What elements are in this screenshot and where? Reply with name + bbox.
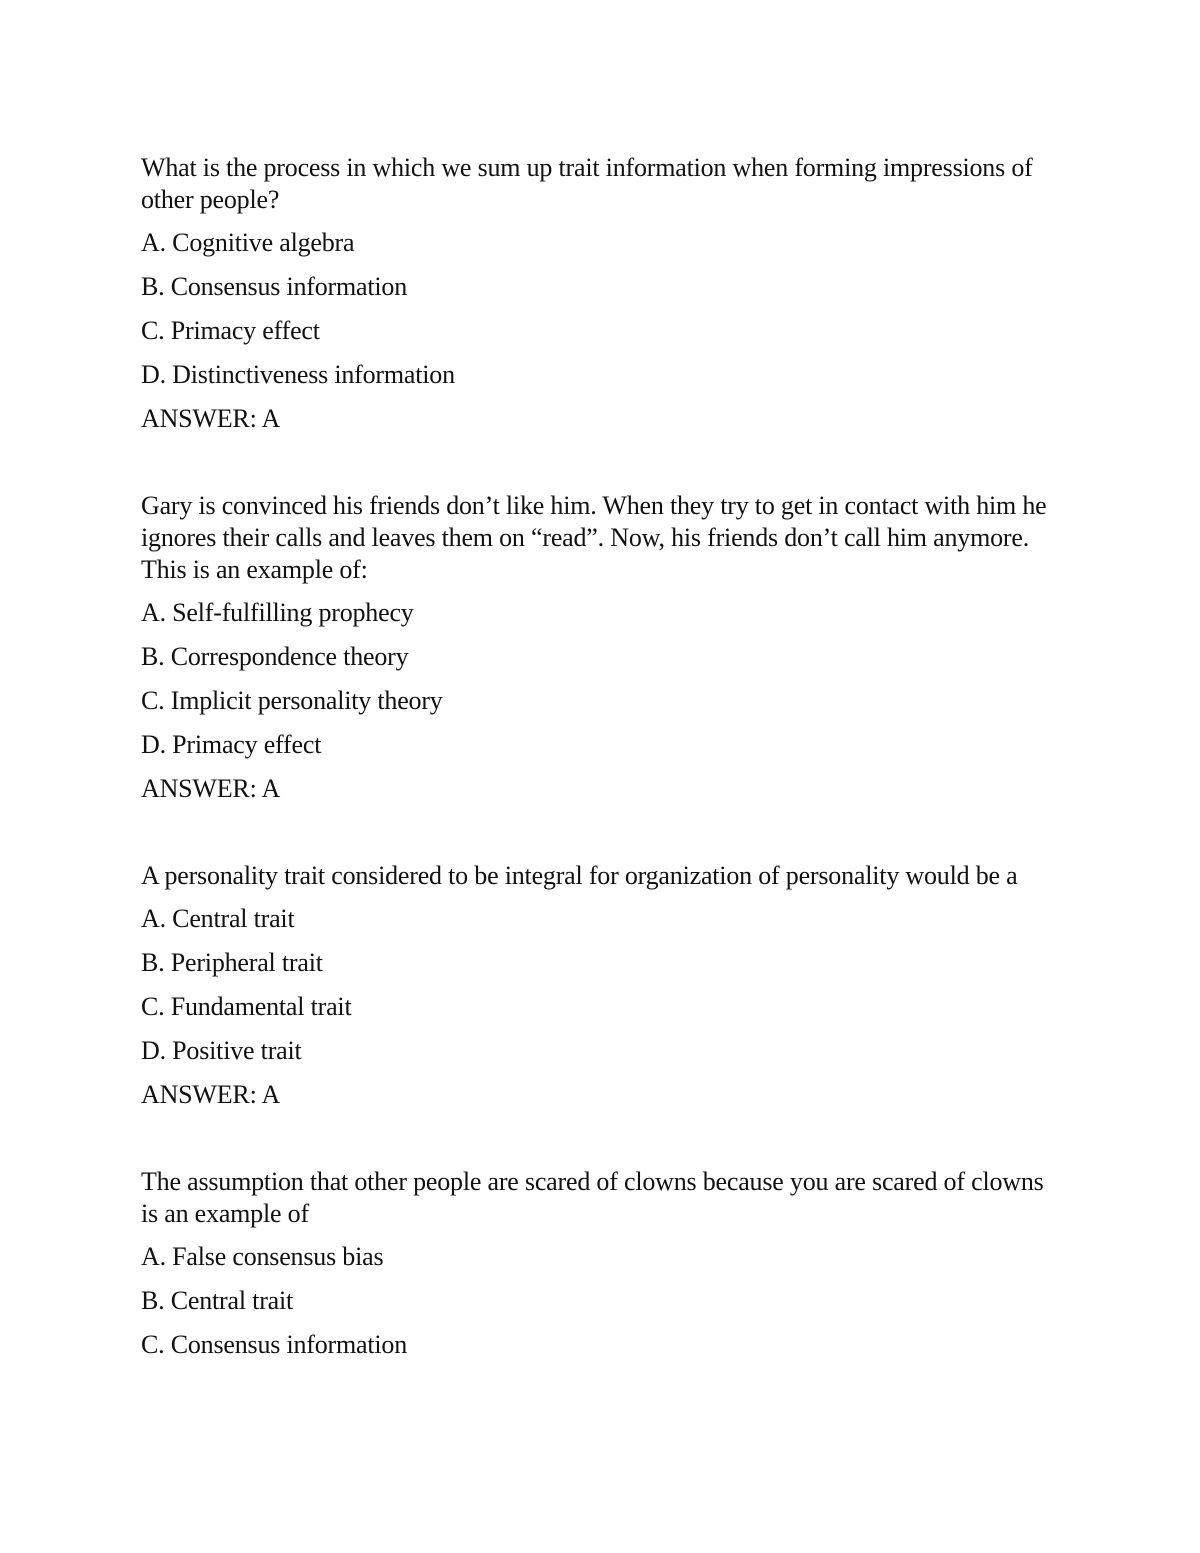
option-d: D. Primacy effect bbox=[141, 730, 322, 759]
option-d: D. Distinctiveness information bbox=[141, 360, 455, 389]
answer-line: ANSWER: A bbox=[141, 1080, 281, 1109]
option-b: B. Peripheral trait bbox=[141, 948, 323, 977]
question-4 bbox=[141, 1166, 1061, 1362]
question-3 bbox=[141, 860, 1061, 1112]
option-c: C. Implicit personality theory bbox=[141, 686, 443, 715]
option-a: A. Self-fulfilling prophecy bbox=[141, 598, 414, 627]
option-c: C. Primacy effect bbox=[141, 316, 320, 345]
option-b: B. Central trait bbox=[141, 1286, 294, 1315]
question-stem: A personality trait considered to be integral for organization of personality would be a bbox=[141, 861, 1018, 890]
question-spacer bbox=[141, 436, 1061, 490]
option-a: A. Central trait bbox=[141, 904, 295, 933]
question-spacer bbox=[141, 1112, 1061, 1166]
option-b: B. Consensus information bbox=[141, 272, 408, 301]
question-stem: What is the process in which we sum up trait information when forming impressions of other people? bbox=[141, 153, 1033, 214]
question-stem: Gary is convinced his friends don’t like him. When they try to get in contact with him he ignores their calls and leaves them on “read”. Now, his friends don’t call him anymore. This is an example of: bbox=[141, 491, 1047, 584]
option-a: A. Cognitive algebra bbox=[141, 228, 355, 257]
option-d: D. Positive trait bbox=[141, 1036, 302, 1065]
option-a: A. False consensus bias bbox=[141, 1242, 384, 1271]
option-c: C. Fundamental trait bbox=[141, 992, 352, 1021]
answer-line: ANSWER: A bbox=[141, 404, 281, 433]
question-spacer bbox=[141, 806, 1061, 860]
question-stem: The assumption that other people are scared of clowns because you are scared of clowns is an example of bbox=[141, 1167, 1044, 1228]
question-1 bbox=[141, 152, 1061, 436]
option-c: C. Consensus information bbox=[141, 1330, 408, 1359]
option-b: B. Correspondence theory bbox=[141, 642, 409, 671]
document-page bbox=[141, 152, 1061, 1372]
question-2 bbox=[141, 490, 1061, 806]
answer-line: ANSWER: A bbox=[141, 774, 281, 803]
